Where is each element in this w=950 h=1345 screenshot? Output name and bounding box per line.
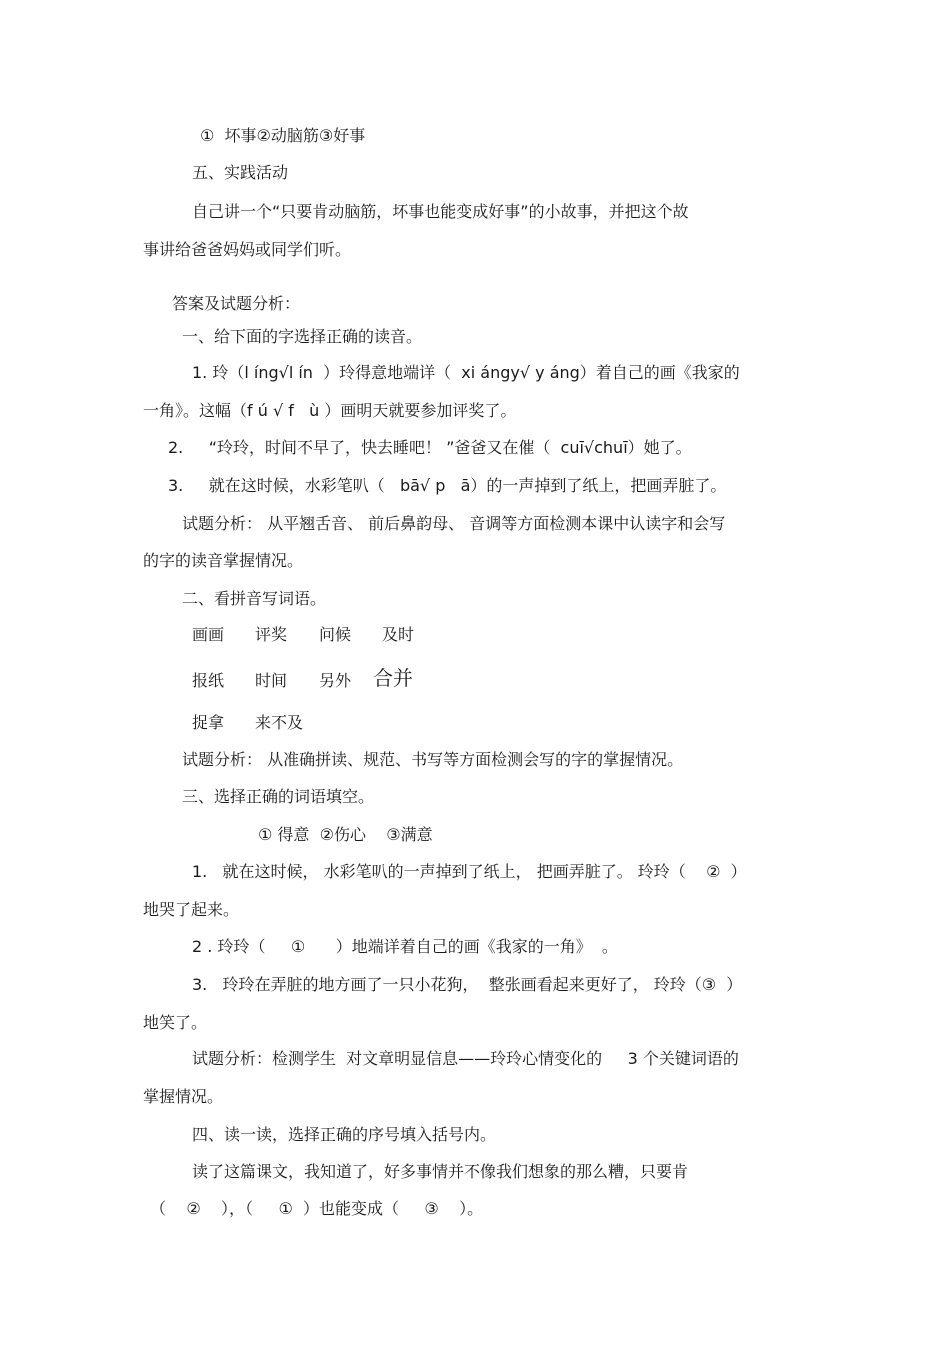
q3-title: 三、选择正确的词语填空。 (182, 787, 375, 806)
q1-title: 一、给下面的字选择正确的读音。 (182, 327, 423, 346)
q2-title: 二、看拼音写词语。 (182, 589, 327, 608)
word-wen-hou: 问候 (319, 625, 352, 644)
word-lai-bu-ji: 来不及 (255, 713, 304, 732)
q3-item3-line-1: 3. 玲玲在弄脏的地方画了一只小花狗， 整张画看起来更好了， 玲玲（③ ） (192, 975, 743, 994)
q1-analysis-line-2: 的字的读音掌握情况。 (143, 551, 304, 570)
choices-line: ① 坏事②动脑筋③好事 (200, 126, 366, 145)
word-zhuo-na: 捉拿 (192, 713, 225, 732)
word-hua-hua: 画画 (192, 625, 225, 644)
word-bao-zhi: 报纸 (192, 671, 225, 690)
activity-text-line-1: 自己讲一个“只要肯动脑筋，坏事也能变成好事”的小故事，并把这个故 (192, 202, 689, 221)
answers-heading: 答案及试题分析： (172, 294, 301, 313)
q3-analysis-line-1: 试题分析：检测学生 对文章明显信息——玲玲心情变化的 3 个关键词语的 (192, 1049, 739, 1068)
section-5-title: 五、实践活动 (192, 163, 289, 182)
q3-item2: 2 . 玲玲（ ① ）地端详着自己的画《我家的一角》 。 (192, 937, 618, 956)
activity-text-line-2: 事讲给爸爸妈妈或同学们听。 (143, 240, 352, 259)
q1-analysis-line-1: 试题分析： 从平翘舌音、 前后鼻韵母、 音调等方面检测本课中认读字和会写 (182, 514, 726, 533)
q1-item1-line-1: 1. 玲（l íng√l ín ）玲得意地端详（ xi ángy√ y áng）着自己的画《我家的 (192, 363, 740, 382)
word-shi-jian: 时间 (255, 671, 288, 690)
q4-title: 四、读一读，选择正确的序号填入括号内。 (192, 1125, 497, 1144)
word-ping-jiang: 评奖 (255, 625, 288, 644)
word-ling-wai: 另外 (319, 671, 352, 690)
q4-text-line-2: （ ② ），（ ① ）也能变成（ ③ ）。 (150, 1199, 484, 1218)
word-ji-shi: 及时 (382, 625, 415, 644)
q1-item3: 3. 就在这时候，水彩笔叭（ bā√ p ā）的一声掉到了纸上，把画弄脏了。 (168, 476, 727, 495)
q3-item1-line-1: 1. 就在这时候， 水彩笔叭的一声掉到了纸上， 把画弄脏了。 玲玲（ ② ） (192, 862, 747, 881)
q3-item1-line-2: 地哭了起来。 (143, 900, 240, 919)
q4-text-line-1: 读了这篇课文，我知道了，好多事情并不像我们想象的那么糟，只要肯 (192, 1162, 689, 1181)
q2-analysis: 试题分析： 从准确拼读、规范、书写等方面检测会写的字的掌握情况。 (182, 750, 684, 769)
q1-item2: 2. “玲玲，时间不早了，快去睡吧！ ”爸爸又在催（ cuī√chuī）她了。 (168, 438, 692, 457)
q3-analysis-line-2: 掌握情况。 (143, 1087, 224, 1106)
word-he-bing: 合并 (373, 666, 413, 690)
q1-item1-line-2: 一角》。这幅（f ú √ f ù ）画明天就要参加评奖了。 (143, 401, 517, 420)
q3-options: ① 得意 ②伤心 ③满意 (258, 825, 433, 844)
q3-item3-line-2: 地笑了。 (143, 1013, 208, 1032)
